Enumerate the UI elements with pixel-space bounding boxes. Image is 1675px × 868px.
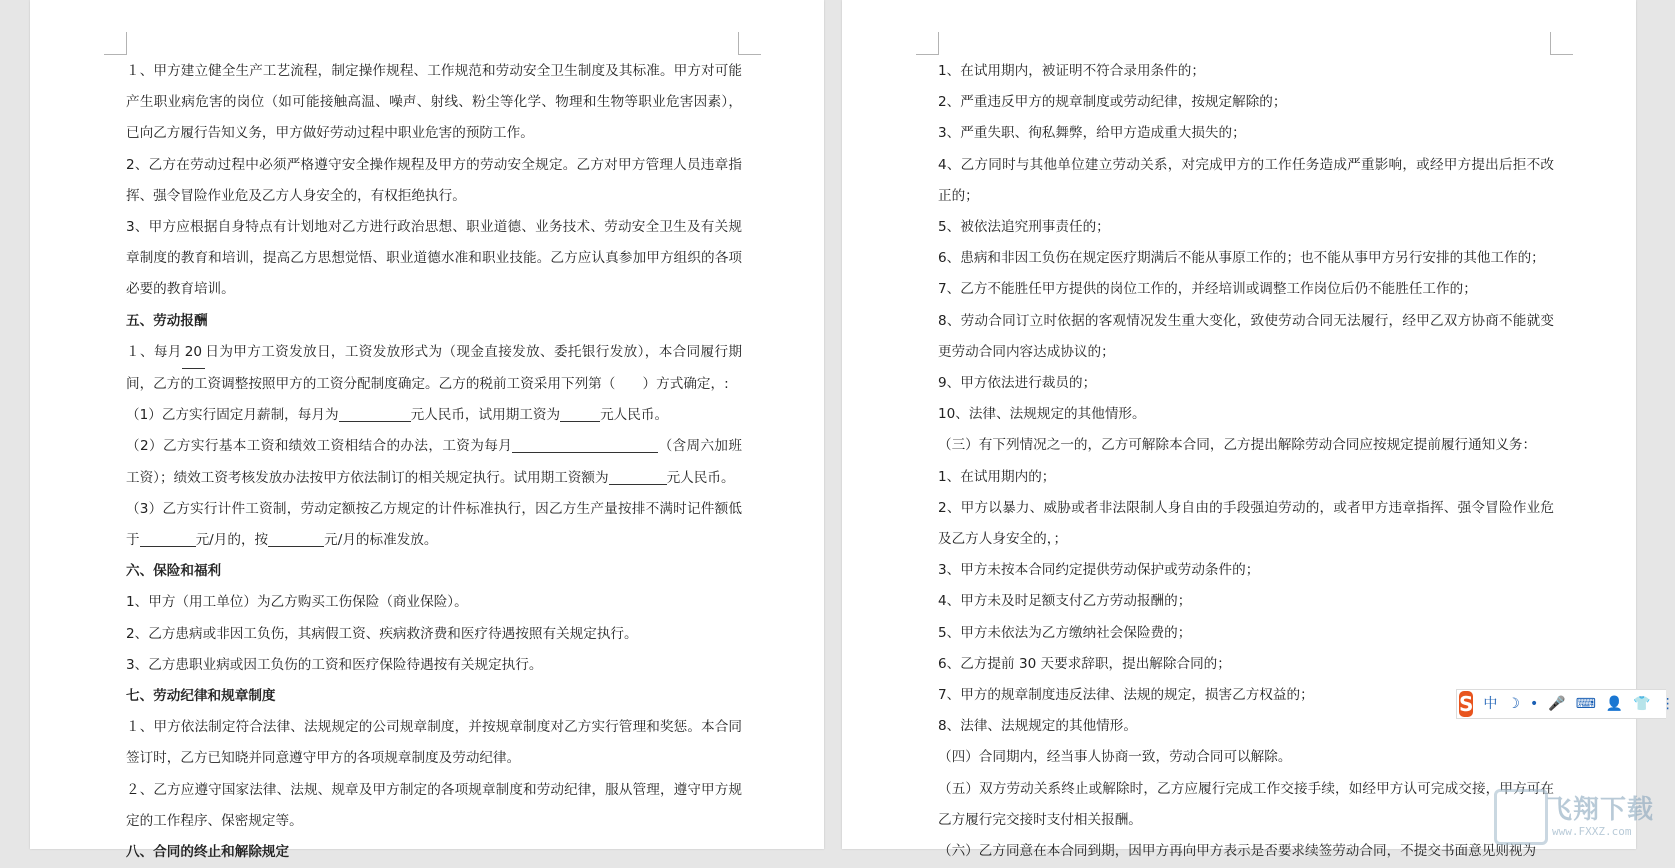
paragraph: １、每月 20 日为甲方工资发放日，工资发放形式为（现金直接发放、委托银行发放），本合同履行期间，乙方的工资调整按照甲方的工资分配制度确定。乙方的税前工资采用下列第（ ）方式确定，: bbox=[126, 337, 742, 400]
paragraph: 2、乙方在劳动过程中必须严格遵守安全操作规程及甲方的劳动安全规定。乙方对甲方管理人员违章指挥、强令冒险作业危及乙方人身安全的，有权拒绝执行。 bbox=[126, 156, 742, 204]
section-heading: 八、合同的终止和解除规定 bbox=[126, 844, 290, 861]
paragraph: 9、甲方依法进行裁员的； bbox=[938, 375, 1097, 392]
paragraph: 8、劳动合同订立时依据的客观情况发生重大变化，致使劳动合同无法履行，经甲乙双方协商不能就变更劳动合同内容达成协议的； bbox=[938, 312, 1554, 360]
paragraph: 4、乙方同时与其他单位建立劳动关系，对完成甲方的工作任务造成严重影响，或经甲方提出后拒不改正的； bbox=[938, 156, 1554, 204]
paragraph: 2、乙方患病或非因工负伤，其病假工资、疾病救济费和医疗待遇按照有关规定执行。 bbox=[126, 625, 638, 642]
keyboard-icon[interactable]: ⌨ bbox=[1575, 696, 1596, 712]
paragraph: 4、甲方未及时足额支付乙方劳动报酬的； bbox=[938, 593, 1192, 610]
blank-field bbox=[268, 529, 324, 547]
page-content[interactable] bbox=[126, 56, 742, 868]
paragraph: 3、甲方应根据自身特点有计划地对乙方进行政治思想、职业道德、业务技术、劳动安全卫生及有关规章制度的教育和培训，提高乙方思想觉悟、职业道德水准和职业技能。乙方应认真参加甲方组织的各项必要的教育培训。 bbox=[126, 219, 742, 298]
paragraph: １、甲方建立健全生产工艺流程，制定操作规程、工作规范和劳动安全卫生制度及其标准。甲方对可能产生职业病危害的岗位（如可能接触高温、噪声、射线、粉尘等化学、物理和生物等职业危害因素），已向乙方履行告知义务，甲方做好劳动过程中职业危害的预防工作。 bbox=[126, 63, 742, 142]
punctuation-icon[interactable]: • bbox=[1529, 696, 1539, 712]
ime-toolbar[interactable] bbox=[1456, 689, 1675, 719]
skin-icon[interactable]: 👕 bbox=[1633, 696, 1651, 712]
margin-corner-mark bbox=[916, 32, 939, 55]
paragraph: 5、甲方未依法为乙方缴纳社会保险费的； bbox=[938, 624, 1192, 641]
paragraph: 1、甲方（用工单位）为乙方购买工伤保险（商业保险）。 bbox=[126, 594, 468, 611]
paragraph: 5、被依法追究刑事责任的； bbox=[938, 219, 1110, 236]
paragraph: 6、患病和非因工负伤在规定医疗期满后不能从事原工作的；也不能从事甲方另行安排的其他工作的； bbox=[938, 250, 1545, 267]
paragraph: １、甲方依法制定符合法律、法规规定的公司规章制度，并按规章制度对乙方实行管理和奖惩。本合同签订时，乙方已知晓并同意遵守甲方的各项规章制度及劳动纪律。 bbox=[126, 719, 742, 767]
microphone-icon[interactable]: 🎤 bbox=[1548, 696, 1566, 712]
paragraph: （1）乙方实行固定月薪制，每月为 元人民币，试用期工资为 元人民币。 bbox=[126, 400, 742, 431]
paragraph: 3、严重失职、徇私舞弊，给甲方造成重大损失的； bbox=[938, 125, 1246, 142]
paragraph: 2、甲方以暴力、威胁或者非法限制人身自由的手段强迫劳动的，或者甲方违章指挥、强令冒险作业危及乙方人身安全的，； bbox=[938, 499, 1554, 548]
paragraph: 1、在试用期内，被证明不符合录用条件的； bbox=[938, 63, 1205, 79]
paragraph: 6、乙方提前 30 天要求辞职，提出解除合同的； bbox=[938, 655, 1231, 672]
blank-field bbox=[560, 404, 600, 422]
paragraph: ２、乙方应遵守国家法律、法规、规章及甲方制定的各项规章制度和劳动纪律，服从管理，遵守甲方规定的工作程序、保密规定等。 bbox=[126, 781, 742, 829]
blank-field bbox=[339, 404, 411, 422]
more-icon[interactable]: ⋮ bbox=[1660, 696, 1675, 712]
paragraph: 2、严重违反甲方的规章制度或劳动纪律，按规定解除的； bbox=[938, 94, 1287, 111]
paragraph: 8、法律、法规规定的其他情形。 bbox=[938, 718, 1137, 735]
paragraph: （四）合同期内，经当事人协商一致，劳动合同可以解除。 bbox=[938, 749, 1292, 766]
margin-corner-mark bbox=[1550, 32, 1573, 55]
sogou-logo-icon[interactable]: S bbox=[1459, 692, 1474, 716]
blank-field bbox=[140, 529, 196, 547]
margin-corner-mark bbox=[738, 32, 761, 55]
section-heading: 六、保险和福利 bbox=[126, 563, 222, 580]
document-page-right bbox=[842, 0, 1636, 860]
paragraph: （3）乙方实行计件工资制，劳动定额按乙方规定的计件标准执行，因乙方生产量按排不满时记件额低于 元/月的，按 元/月的标准发放。 bbox=[126, 500, 742, 549]
paragraph: 3、甲方未按本合同约定提供劳动保护或劳动条件的； bbox=[938, 562, 1260, 579]
paragraph: 7、乙方不能胜任甲方提供的岗位工作的，并经培训或调整工作岗位后仍不能胜任工作的； bbox=[938, 281, 1477, 298]
margin-corner-mark bbox=[104, 32, 127, 55]
moon-icon[interactable]: ☽ bbox=[1507, 696, 1520, 712]
paragraph: 1、在试用期内的； bbox=[938, 468, 1056, 485]
watermark-url: www.FXXZ.com bbox=[1552, 825, 1632, 838]
section-heading: 五、劳动报酬 bbox=[126, 312, 208, 329]
watermark-logo bbox=[1494, 787, 1664, 849]
paragraph: 10、法律、法规规定的其他情形。 bbox=[938, 406, 1146, 423]
paragraph: 3、乙方患职业病或因工负伤的工资和医疗保险待遇按有关规定执行。 bbox=[126, 656, 543, 673]
chinese-mode-button[interactable]: 中 bbox=[1483, 696, 1498, 712]
pay-day-field: 20 bbox=[182, 337, 205, 369]
paragraph: （2）乙方实行基本工资和绩效工资相结合的办法，工资为每月 （含周六加班工资）；绩效工资考核发放办法按甲方依法制订的相关规定执行。试用期工资额为 元人民币。 bbox=[126, 431, 742, 493]
paragraph: （三）有下列情况之一的，乙方可解除本合同，乙方提出解除劳动合同应按规定提前履行通知义务： bbox=[938, 437, 1537, 454]
section-heading: 七、劳动纪律和规章制度 bbox=[126, 688, 276, 705]
page-content[interactable] bbox=[938, 56, 1554, 867]
blank-field bbox=[609, 467, 667, 485]
blank-field bbox=[512, 435, 658, 453]
paragraph: （六）乙方同意在本合同到期，因甲方再向甲方表示是否要求续签劳动合同，不提交书面意见则视为 bbox=[938, 843, 1537, 860]
paragraph: 7、甲方的规章制度违反法律、法规的规定，损害乙方权益的； bbox=[938, 687, 1314, 704]
watermark-badge-icon bbox=[1494, 789, 1548, 845]
user-icon[interactable]: 👤 bbox=[1605, 696, 1624, 712]
document-page-left bbox=[30, 0, 824, 861]
paragraph: （五）双方劳动关系终止或解除时，乙方应履行完成工作交接手续，如经甲方认可完成交接，甲方可在乙方履行完交接时支付相关报酬。 bbox=[938, 780, 1554, 828]
watermark-text: 飞翔下载 bbox=[1546, 795, 1655, 825]
